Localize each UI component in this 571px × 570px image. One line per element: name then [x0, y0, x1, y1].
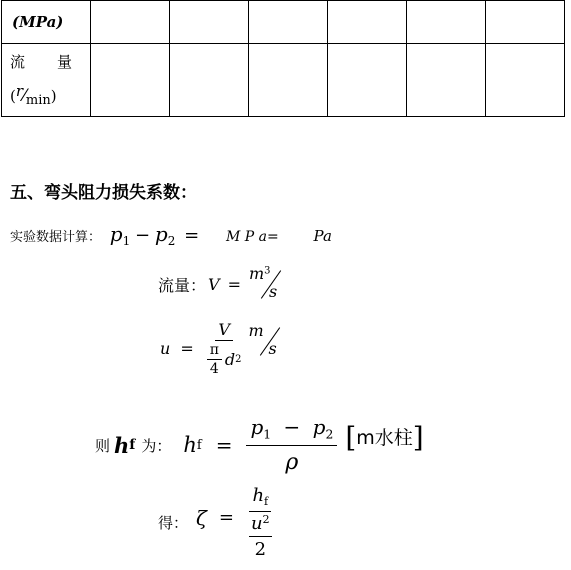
- table-cell: [170, 1, 249, 44]
- hf-lhs-f: f: [196, 437, 202, 453]
- velocity-fraction: [204, 320, 245, 377]
- table-cell: [170, 44, 249, 117]
- hf-lhs-h: h: [183, 433, 197, 458]
- flow-unit-open: (: [10, 86, 16, 105]
- four: 4: [209, 361, 219, 377]
- velocity-formula: [160, 320, 284, 377]
- table-cell: [486, 44, 565, 117]
- zeta-denominator: $u^2$ 2: [250, 512, 270, 561]
- zeta-fraction: [246, 485, 275, 560]
- flow-label-cell: [2, 44, 91, 117]
- table-cell: [91, 1, 170, 44]
- head-loss-formula: [95, 415, 424, 475]
- head-label-post: 为：: [141, 436, 172, 455]
- calc-label: 实验数据计算：: [10, 230, 102, 245]
- equals-sign: =: [184, 225, 200, 246]
- velocity-unit: [248, 321, 284, 361]
- p2-symbol: p: [154, 222, 168, 246]
- velocity-equals: =: [180, 339, 194, 358]
- flow-unit: [249, 264, 285, 304]
- flow-formula: [158, 264, 285, 304]
- flow-unit-r: r: [15, 81, 24, 100]
- p1-subscript: 1: [122, 234, 131, 249]
- flow-unit-m: $m^3$: [248, 264, 271, 283]
- table-row-pressure: [2, 1, 565, 44]
- velocity-unit-m: m: [248, 320, 264, 340]
- flow-label-left: 流: [10, 52, 26, 71]
- zeta-equals: =: [218, 507, 234, 528]
- flow-label-right: 量: [56, 52, 72, 71]
- flow-unit-min: min: [25, 92, 51, 108]
- p2-subscript: 2: [167, 234, 176, 249]
- table-cell: [407, 1, 486, 44]
- table-row-flow: [2, 44, 565, 117]
- flow-unit-s: s: [268, 282, 278, 301]
- hf-numerator: $p_1 - p_2$: [246, 415, 337, 446]
- flow-label: [10, 51, 72, 72]
- zeta-formula: [158, 485, 275, 560]
- velocity-denominator: [204, 341, 245, 377]
- hf-fraction: [246, 415, 337, 475]
- hf-equals: =: [215, 433, 233, 458]
- minus-sign: −: [135, 225, 151, 246]
- flow-V: V: [208, 274, 220, 294]
- unit-pa: Pa: [313, 227, 332, 245]
- table-cell: [249, 44, 328, 117]
- d-squared: 2: [235, 354, 242, 365]
- table-cell: [328, 44, 407, 117]
- calc-line: [10, 222, 332, 248]
- table-cell: [328, 1, 407, 44]
- flow-unit: (r⁄min): [10, 81, 57, 108]
- section-title: 五、弯头阻力损失系数：: [10, 183, 197, 203]
- zeta-numerator: $h_f$: [249, 485, 271, 512]
- table-cell: [407, 44, 486, 117]
- p1-symbol: p: [109, 222, 123, 246]
- zeta-label: 得：: [158, 514, 189, 532]
- table-cell: [249, 1, 328, 44]
- velocity-unit-s: s: [268, 338, 277, 358]
- hf-denominator-rho: ρ: [285, 450, 299, 476]
- velocity-numerator: V: [215, 320, 233, 341]
- table-cell: [486, 1, 565, 44]
- velocity-u: u: [160, 339, 171, 358]
- unit-mpa: M P a=: [226, 229, 279, 245]
- flow-unit-close: ): [50, 86, 57, 105]
- zeta-symbol: ζ: [196, 505, 207, 530]
- hf-unit-text: m水柱: [356, 426, 413, 449]
- diameter-d: d: [224, 350, 236, 369]
- hf-unit: [m水柱]: [345, 420, 424, 454]
- flow-label: 流量：: [158, 275, 207, 295]
- head-label-f: f: [129, 437, 136, 454]
- pi-symbol: π: [207, 342, 222, 360]
- data-table: [1, 0, 565, 117]
- head-label-h: h: [114, 432, 130, 458]
- flow-equals: =: [227, 274, 241, 294]
- table-cell: [91, 44, 170, 117]
- pressure-unit-cell: (MPa): [2, 1, 91, 44]
- head-label-pre: 则: [95, 436, 111, 455]
